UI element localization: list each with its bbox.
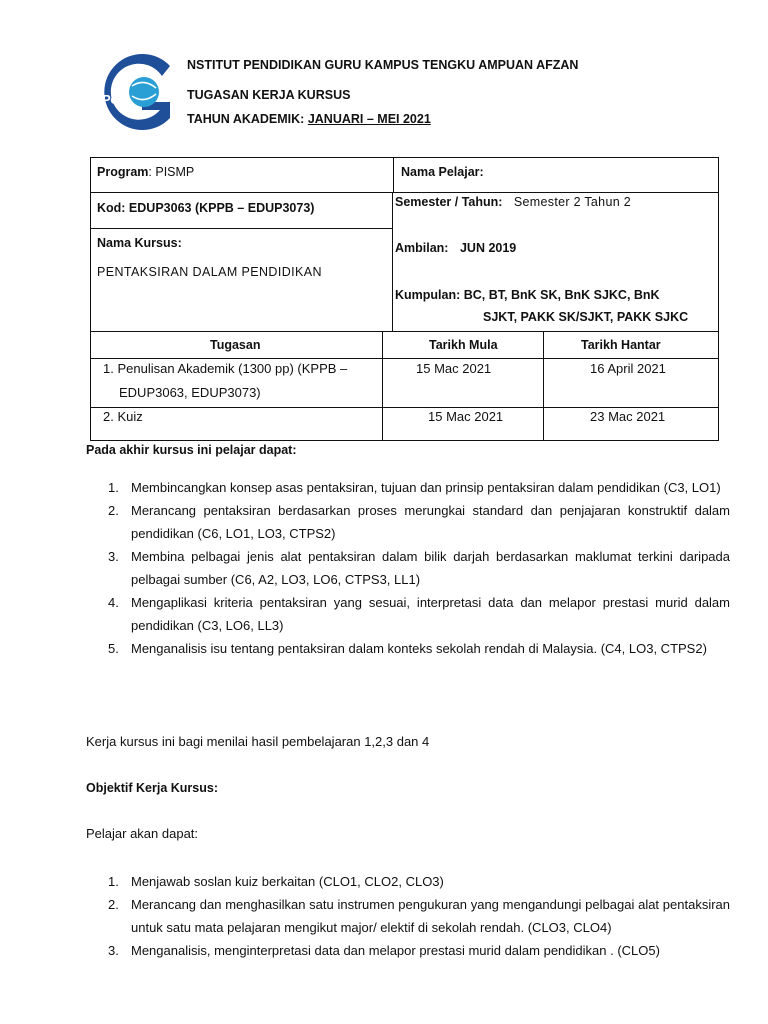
program-label: Program <box>97 165 149 179</box>
outcomes-list <box>108 476 730 660</box>
task-1-due: 16 April 2021 <box>590 361 666 376</box>
list-item <box>108 893 730 939</box>
task-2-due: 23 Mac 2021 <box>590 409 666 424</box>
list-item-text: Menjawab soslan kuiz berkaitan (CLO1, CLO2, CLO3) <box>131 874 444 889</box>
list-item-number: 4. <box>108 595 119 610</box>
list-item-number: 3. <box>108 943 119 958</box>
task-2-name: 2. Kuiz <box>103 409 143 424</box>
group-line-2: SJKT, PAKK SK/SJKT, PAKK SJKC <box>483 310 689 324</box>
list-item-text: Merancang pentaksiran berdasarkan proses merungkai standard dan penjajaran konstruktif dalam pendidikan (C6, LO1, LO3, CTPS2) <box>131 503 730 541</box>
semester-label: Semester / Tahun: <box>395 195 503 209</box>
semester-value: Semester 2 Tahun 2 <box>513 195 631 209</box>
academic-year-label: TAHUN AKADEMIK: <box>187 112 308 126</box>
academic-year-value: JANUARI – MEI 2021 <box>307 112 431 126</box>
list-item-number: 1. <box>108 874 119 889</box>
col-header-due: Tarikh Hantar <box>581 338 661 352</box>
list-item-number: 2. <box>108 503 119 518</box>
task-2-start: 15 Mac 2021 <box>428 409 504 424</box>
list-item <box>108 939 730 962</box>
list-item-text: Membina pelbagai jenis alat pentaksiran dalam bilik darjah berdasarkan maklumat terkini daripada pelbagai sumber (C6, A2, LO3, LO6, CTPS3, LL1) <box>131 549 730 587</box>
list-item-number: 3. <box>108 549 119 564</box>
col-header-task: Tugasan <box>210 338 261 352</box>
objectives-intro: Pelajar akan dapat: <box>86 826 199 841</box>
task-1-line-2: EDUP3063, EDUP3073) <box>119 385 261 400</box>
outcomes-heading: Pada akhir kursus ini pelajar dapat: <box>86 443 297 457</box>
list-item-number: 1. <box>108 480 119 495</box>
col-header-start: Tarikh Mula <box>429 338 498 352</box>
objectives-list <box>108 870 730 962</box>
course-code: Kod: EDUP3063 (KPPB – EDUP3073) <box>97 201 315 215</box>
assessment-note: Kerja kursus ini bagi menilai hasil pembelajaran 1,2,3 dan 4 <box>86 734 430 749</box>
list-item-number: 5. <box>108 641 119 656</box>
list-item-number: 2. <box>108 897 119 912</box>
logo-lettering: IPG <box>98 92 121 107</box>
list-item <box>108 545 730 591</box>
program-field <box>97 165 194 179</box>
semester-field <box>395 195 631 209</box>
task-1-start: 15 Mac 2021 <box>416 361 492 376</box>
objectives-heading: Objektif Kerja Kursus: <box>86 781 218 795</box>
intake-field <box>395 241 516 255</box>
list-item <box>108 499 730 545</box>
intake-value: JUN 2019 <box>459 241 517 255</box>
list-item-text: Mengaplikasi kriteria pentaksiran yang sesuai, interpretasi data dan melapor prestasi murid dalam pendidikan (C3, LO6, LL3) <box>131 595 730 633</box>
course-name-value: PENTAKSIRAN DALAM PENDIDIKAN <box>97 265 322 279</box>
assignment-title: TUGASAN KERJA KURSUS <box>187 88 351 102</box>
list-item <box>108 476 730 499</box>
ipg-logo <box>92 52 178 138</box>
list-item <box>108 637 730 660</box>
group-line-1: Kumpulan: BC, BT, BnK SK, BnK SJKC, BnK <box>395 288 660 302</box>
institute-name: NSTITUT PENDIDIKAN GURU KAMPUS TENGKU AMPUAN AFZAN <box>187 58 579 72</box>
course-name-label: Nama Kursus: <box>97 236 182 250</box>
task-1-line-1: 1. Penulisan Akademik (1300 pp) (KPPB – <box>103 361 348 376</box>
list-item-text: Menganalisis, menginterpretasi data dan melapor prestasi murid dalam pendidikan . (CLO5) <box>131 943 660 958</box>
list-item-text: Merancang dan menghasilkan satu instrumen pengukuran yang mengandungi pelbagai alat pentaksiran untuk satu mata pelajaran mengikut major/ elektif di sekolah rendah. (CLO3, CLO4) <box>131 897 730 935</box>
program-value: : PISMP <box>148 165 195 179</box>
list-item <box>108 870 730 893</box>
student-name-label: Nama Pelajar: <box>401 165 484 179</box>
list-item <box>108 591 730 637</box>
intake-label: Ambilan: <box>395 241 449 255</box>
academic-year <box>187 112 431 126</box>
list-item-text: Menganalisis isu tentang pentaksiran dalam konteks sekolah rendah di Malaysia. (C4, LO3, CTPS2) <box>131 641 707 656</box>
list-item-text: Membincangkan konsep asas pentaksiran, tujuan dan prinsip pentaksiran dalam pendidikan (C3, LO1) <box>131 480 721 495</box>
